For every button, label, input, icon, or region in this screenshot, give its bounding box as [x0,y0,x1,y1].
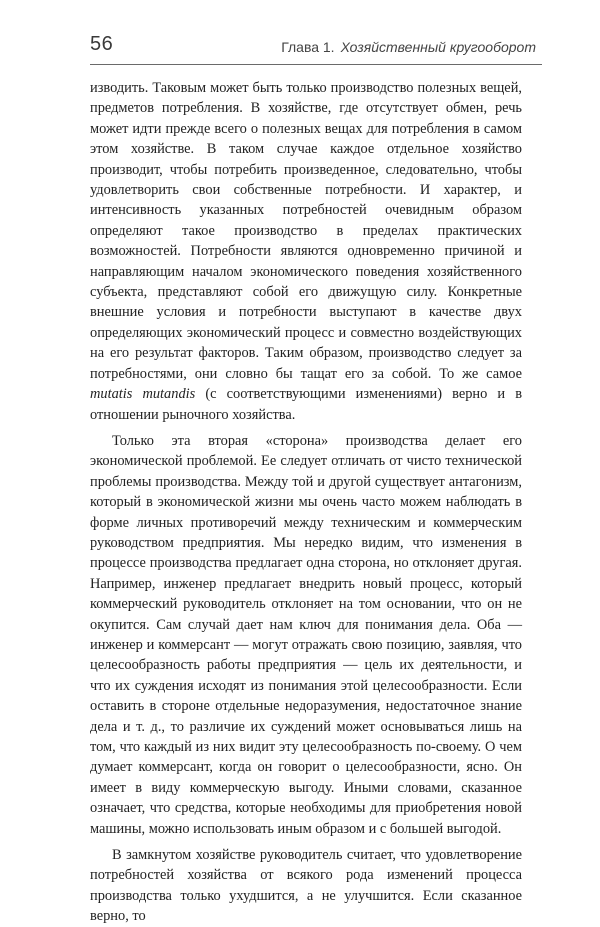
paragraph-1-text-end: (с соответствующими изменениями) верно и в отношении рыночного хозяйства. [90,386,522,423]
header-rule [90,64,542,65]
chapter-title: Хозяйственный кругооборот [340,39,536,55]
chapter-label: Глава 1. [281,39,335,55]
running-head [281,39,536,55]
page-header [0,0,600,66]
latin-phrase: mutatis mutandis [90,386,196,403]
paragraph-1-text: изводить. Таковым может быть только производство полезных вещей, предметов потребления. В хозяйстве, где отсутствует обмен, речь может идти прежде всего о полезных вещах для потребления в самом этом хозяйстве. В таком случае каждое отдельное хозяйство производит, чтобы потребить произведенное, следовательно, чтобы удовлетворить свои собственные потребности. И характер, и интенсивность указанных потребностей очевидным образом определяют такое производство в пределах практических возможностей. Потребности являются одновременно причиной и направляющим началом экономического поведения хозяйственного субъекта, представляют собой его движущую силу. Конкретные внешние условия и потребности выступают в качестве двух определяющих экономический процесс и совместно воздействующих на его результат факторов. Таким образом, производство следует за потребностями, они словно бы тащат его за собой. То же самое [90,80,522,382]
text-body [90,78,522,927]
paragraph-1 [90,78,522,425]
paragraph-3: В замкнутом хозяйстве руководитель считает, что удовлетворение потребностей хозяйства от всякого рода изменений процесса производства только ухудшится, а не улучшится. Если сказанное верно, то [90,847,522,925]
page-number: 56 [90,33,114,55]
paragraph-2: Только эта вторая «сторона» производства делает его экономической проблемой. Ее следует отличать от чисто технической проблемы производства. Между той и другой существует антагонизм, который в экономической жизни мы очень часто можем наблюдать в форме личных противоречий между техническим и коммерческим руководством предприятия. Мы нередко видим, что изменения в процессе производства предлагает одна сторона, но отклоняет другая. Например, инженер предлагает внедрить новый процесс, который коммерческий руководитель отклоняет на том основании, что он не окупится. Сам случай дает нам ключ для понимания дела. Оба — инженер и коммерсант — могут отражать свою позицию, заявляя, что целесообразность работы предприятия — цель их деятельности, и что их суждения исходят из понимания этой целесообразности. Если оставить в стороне отдельные недоразумения, недостаточное знание дела и т. д., то различие их суждений может основываться лишь на том, что каждый из них видит эту целесообразность по-своему. О чем думает коммерсант, когда он говорит о целесообразности, ясно. Он имеет в виду коммерческую выгоду. Иными словами, сказанное означает, что средства, которые необходимы для приобретения новой машины, можно использовать иным образом и с большей выгодой. [90,432,522,837]
